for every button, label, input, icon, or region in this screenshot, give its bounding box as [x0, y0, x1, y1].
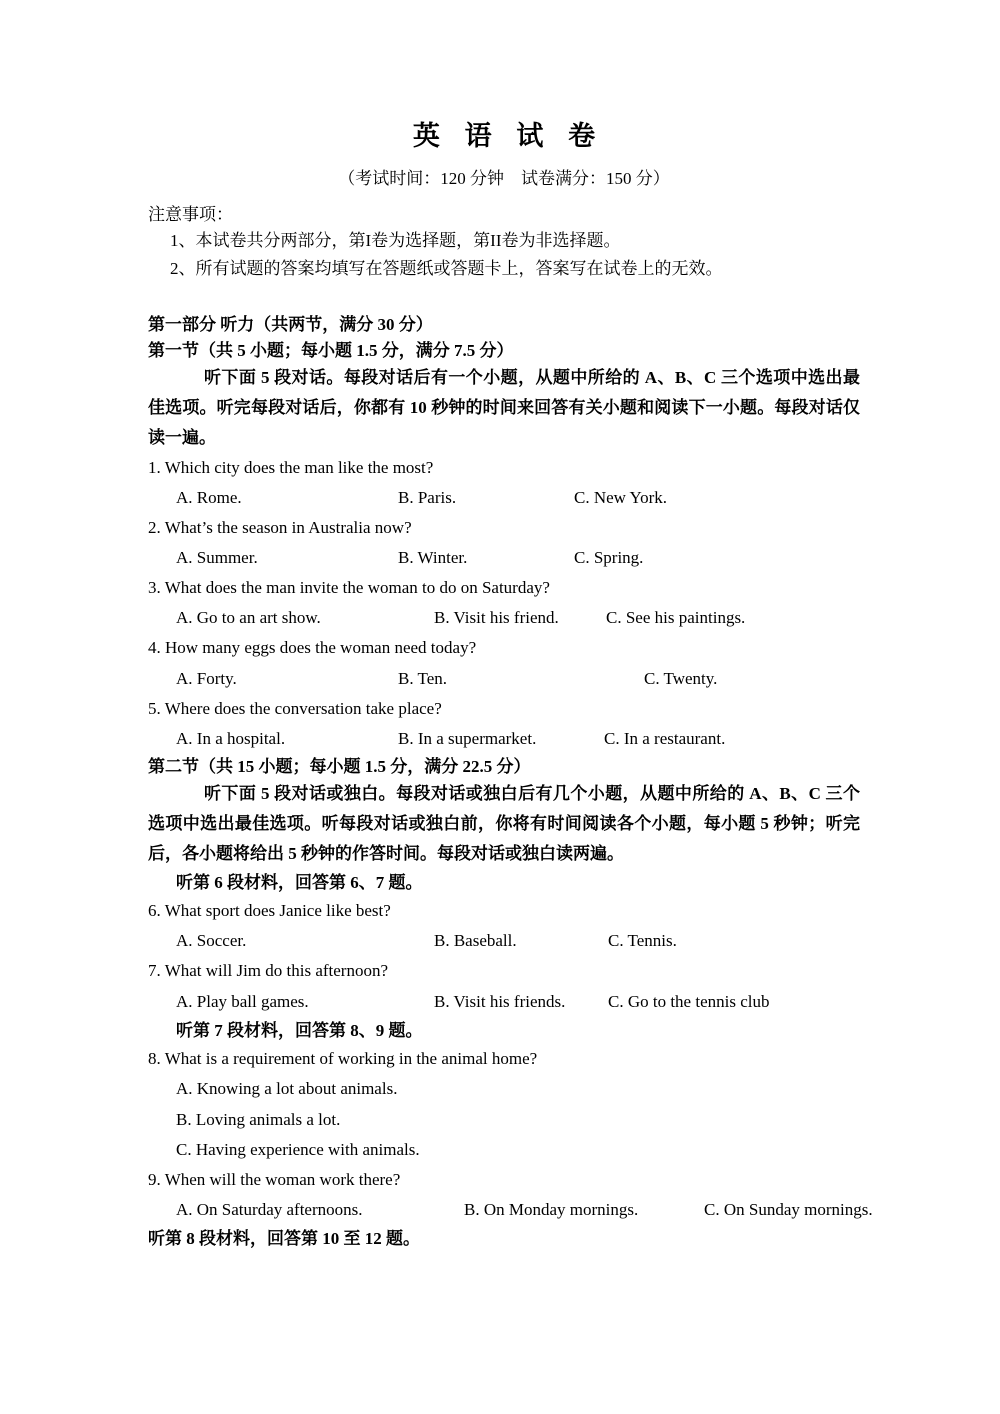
option-choice[interactable]: B. Paris. — [398, 487, 457, 507]
notice-item-1: 1、本试卷共分两部分，第I卷为选择题，第II卷为非选择题。 — [170, 231, 621, 251]
option-choice[interactable]: B. Visit his friends. — [434, 991, 566, 1011]
option-choice[interactable]: A. Soccer. — [176, 931, 247, 951]
question-text: 9. When will the woman work there? — [148, 1170, 401, 1190]
option-group — [148, 603, 860, 633]
question-text: 2. What’s the season in Australia now? — [148, 517, 412, 537]
section-two-directions: 听下面 5 段对话或独白。每段对话或独白后有几个小题，从题中所给的 A、B、C 三个选项中选出最佳选项。听每段对话或独白前，你将有时间阅读各个小题，每小题 5 秒钟；听完后，各小题将给出 5 秒钟的作答时间。每段对话或独白读两遍。 — [148, 784, 860, 863]
question-item — [148, 694, 860, 754]
option-choice[interactable]: B. On Monday mornings. — [464, 1200, 639, 1220]
option-choice[interactable]: A. In a hospital. — [176, 728, 286, 748]
questions-8-9 — [148, 1044, 873, 1225]
option-group — [148, 724, 860, 754]
questions-6-7 — [148, 896, 860, 1017]
option-choice[interactable]: B. Ten. — [398, 668, 448, 688]
question-text: 8. What is a requirement of working in the animal home? — [148, 1049, 538, 1069]
exam-meta-line: （考试时间：120 分钟 试卷满分：150 分） — [338, 168, 670, 188]
option-group — [148, 1195, 873, 1225]
question-item — [148, 1044, 860, 1165]
material-7-label: 听第 7 段材料，回答第 8、9 题。 — [176, 1020, 423, 1040]
question-item — [148, 453, 860, 513]
option-group — [148, 664, 860, 694]
question-text: 1. Which city does the man like the most? — [148, 457, 434, 477]
section-one-heading: 第一节（共 5 小题；每小题 1.5 分，满分 7.5 分） — [148, 340, 514, 360]
option-choice[interactable]: B. Baseball. — [434, 931, 517, 951]
option-choice[interactable]: A. Summer. — [176, 548, 258, 568]
page-title: 英 语 试 卷 — [412, 121, 605, 151]
option-choice[interactable]: C. In a restaurant. — [604, 728, 726, 748]
option-choice[interactable]: B. Visit his friend. — [434, 608, 559, 628]
option-choice[interactable]: C. See his paintings. — [606, 608, 746, 628]
question-text: 4. How many eggs does the woman need today? — [148, 638, 477, 658]
option-choice[interactable]: C. Having experience with animals. — [176, 1139, 420, 1159]
option-choice[interactable]: A. Knowing a lot about animals. — [176, 1079, 398, 1099]
question-item — [148, 956, 860, 1016]
option-choice[interactable]: B. Loving animals a lot. — [176, 1109, 341, 1129]
option-choice[interactable]: B. Winter. — [398, 548, 468, 568]
question-text: 3. What does the man invite the woman to do on Saturday? — [148, 578, 550, 598]
question-item — [148, 1165, 873, 1225]
question-item — [148, 896, 860, 956]
page-content — [148, 120, 873, 1253]
option-choice[interactable]: A. Play ball games. — [176, 991, 309, 1011]
option-choice[interactable]: C. Spring. — [574, 548, 644, 568]
option-choice[interactable]: B. In a supermarket. — [398, 728, 537, 748]
option-choice[interactable]: A. On Saturday afternoons. — [176, 1200, 363, 1220]
option-group — [148, 987, 860, 1017]
question-item — [148, 633, 860, 693]
part-one-heading: 第一部分 听力（共两节，满分 30 分） — [148, 315, 433, 335]
option-choice[interactable]: C. Tennis. — [608, 931, 677, 951]
question-item — [148, 573, 860, 633]
option-choice[interactable]: C. New York. — [574, 487, 668, 507]
option-choice[interactable]: C. On Sunday mornings. — [704, 1200, 873, 1220]
option-choice[interactable]: A. Go to an art show. — [176, 608, 321, 628]
question-text: 6. What sport does Janice like best? — [148, 901, 391, 921]
section-one-directions: 听下面 5 段对话。每段对话后有一个小题，从题中所给的 A、B、C 三个选项中选出最佳选项。听完每段对话后，你都有 10 秒钟的时间来回答有关小题和阅读下一小题。每段对话仅读一遍。 — [148, 368, 860, 447]
notice-item-2: 2、所有试题的答案均填写在答题纸或答题卡上，答案写在试卷上的无效。 — [170, 258, 723, 278]
material-6-label: 听第 6 段材料，回答第 6、7 题。 — [176, 872, 423, 892]
option-group — [148, 1074, 860, 1165]
option-choice[interactable]: C. Go to the tennis club — [608, 991, 770, 1011]
option-choice[interactable]: A. Rome. — [176, 487, 242, 507]
option-group — [148, 543, 860, 573]
option-choice[interactable]: A. Forty. — [176, 668, 237, 688]
section-two-heading: 第二节（共 15 小题；每小题 1.5 分，满分 22.5 分） — [148, 756, 531, 776]
notice-heading: 注意事项： — [148, 204, 233, 224]
section-one-questions — [148, 453, 860, 754]
option-group — [148, 483, 860, 513]
question-item — [148, 513, 860, 573]
question-text: 5. Where does the conversation take place? — [148, 698, 442, 718]
question-text: 7. What will Jim do this afternoon? — [148, 961, 389, 981]
option-group — [148, 926, 860, 956]
option-choice[interactable]: C. Twenty. — [644, 668, 718, 688]
material-8-label: 听第 8 段材料，回答第 10 至 12 题。 — [148, 1229, 420, 1249]
